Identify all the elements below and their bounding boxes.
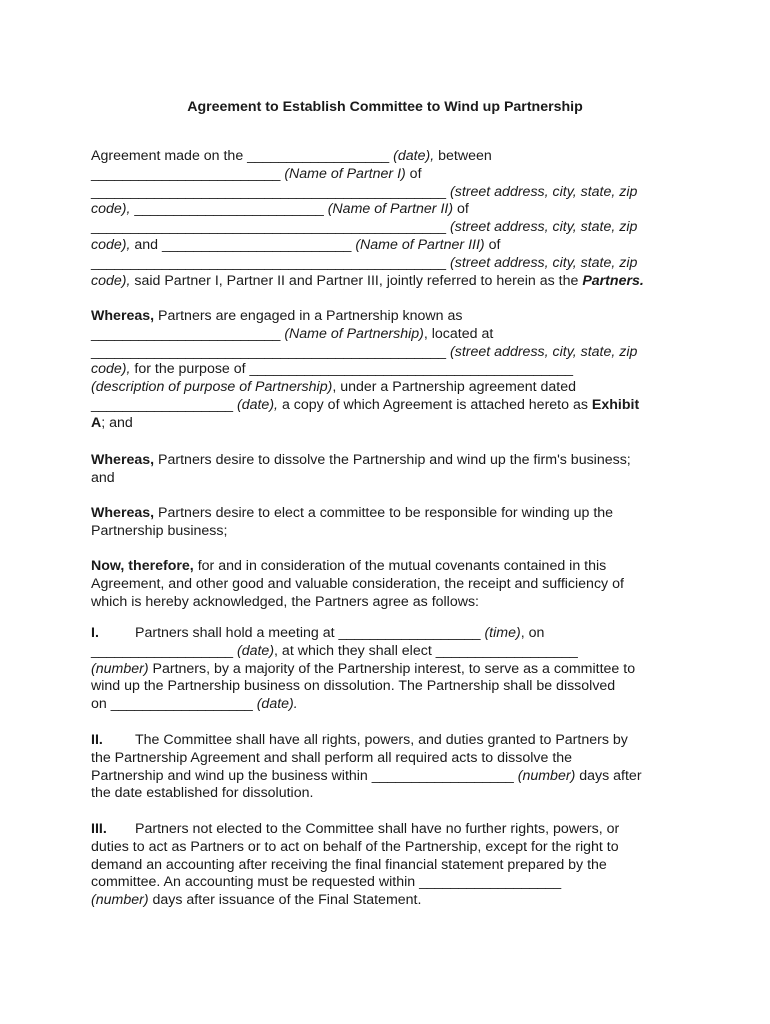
- text: Exhibit: [591, 396, 640, 413]
- now-line-1: [91, 558, 691, 576]
- text: Partners not elected to the Committee shall have no further rights, powers, or: [135, 821, 620, 837]
- s2-line-4: the date established for dissolution.: [91, 785, 314, 802]
- intro-line-2: [91, 166, 691, 184]
- text: days after issuance of the Final Statement.: [148, 892, 422, 909]
- w1-line-4: [91, 361, 691, 379]
- text: of: [405, 165, 422, 182]
- text: (Name of Partnership): [284, 325, 424, 342]
- intro-line-1: [91, 148, 691, 166]
- text: said Partner I, Partner II and Partner III, jointly referred to herein as the: [130, 272, 583, 289]
- section-1-paragraph: [91, 625, 691, 714]
- s2-line-2: the Partnership Agreement and shall perform all required acts to dissolve the: [91, 749, 573, 766]
- text: Partners are engaged in a Partnership known as: [154, 308, 463, 324]
- text: (number): [91, 660, 149, 677]
- text: for and in consideration of the mutual covenants contained in this: [193, 558, 607, 574]
- text: code),: [91, 361, 131, 378]
- text: of: [453, 201, 469, 218]
- s3-line-3: demand an accounting after receiving the final financial statement prepared by the: [91, 856, 607, 873]
- text: _____________________________________________: [91, 183, 451, 200]
- w1-line-5: [91, 379, 691, 397]
- text: _____________________________________________: [91, 219, 451, 236]
- s3-line-4: committee. An accounting must be requested within __________________: [91, 874, 562, 891]
- section-number: I.: [91, 625, 99, 641]
- section-number: II.: [91, 732, 103, 748]
- intro-line-4: [91, 201, 691, 219]
- text: Whereas,: [91, 308, 155, 324]
- text: Partners, by a majority of the Partnership interest, to serve as a committee to: [148, 660, 636, 677]
- text: Partners desire to dissolve the Partnership and wind up the firm's business;: [154, 452, 631, 468]
- s1-line-1: [91, 625, 691, 643]
- text: code),: [91, 236, 131, 253]
- text: between: [434, 148, 492, 164]
- text: ________________________: [91, 165, 285, 182]
- s2-line-1: [91, 732, 691, 750]
- text: Now, therefore,: [91, 558, 194, 574]
- now-therefore-paragraph: [91, 558, 691, 611]
- s3-line-5: [91, 892, 691, 910]
- text: ________________________: [130, 201, 328, 218]
- whereas-1-paragraph: [91, 308, 691, 433]
- w3-line-1: [91, 505, 691, 523]
- text: ________________________: [91, 325, 285, 342]
- intro-line-3: [91, 184, 691, 202]
- text: Whereas,: [91, 505, 155, 521]
- text: of: [484, 236, 501, 253]
- intro-line-6: [91, 237, 691, 255]
- section-3-paragraph: [91, 821, 691, 910]
- w3-line-2: Partnership business;: [91, 522, 228, 539]
- w1-line-2: [91, 326, 691, 344]
- text: Partners.: [582, 272, 644, 289]
- w1-line-3: [91, 344, 691, 362]
- intro-line-7: [91, 255, 691, 273]
- text: for the purpose of _________________________________________: [130, 361, 574, 378]
- text: , on: [520, 625, 545, 641]
- text: , at which they shall elect __________________: [274, 642, 578, 659]
- s2-line-3: [91, 768, 691, 786]
- text: (street address, city, state, zip: [450, 183, 638, 200]
- w2-line-1: [91, 452, 691, 470]
- whereas-3-paragraph: [91, 505, 691, 541]
- now-line-2: Agreement, and other good and valuable consideration, the receipt and sufficiency of: [91, 575, 624, 592]
- text: (date): [236, 642, 275, 659]
- text: (description of purpose of Partnership): [91, 379, 333, 396]
- text: _____________________________________________: [91, 343, 451, 360]
- now-line-3: which is hereby acknowledged, the Partners agree as follows:: [91, 593, 480, 610]
- text: (street address, city, state, zip: [450, 219, 638, 236]
- w1-line-1: [91, 308, 691, 326]
- s1-line-3: [91, 661, 691, 679]
- text: ; and: [101, 414, 133, 431]
- text: The Committee shall have all rights, powers, and duties granted to Partners by: [135, 732, 628, 748]
- whereas-2-paragraph: [91, 452, 691, 488]
- w1-line-6: [91, 397, 691, 415]
- text: , under a Partnership agreement dated: [332, 379, 577, 396]
- text: (number): [91, 892, 149, 909]
- text: (date),: [393, 148, 435, 164]
- text: _____________________________________________: [91, 254, 451, 271]
- intro-paragraph: [91, 148, 691, 290]
- w2-line-2: and: [91, 469, 115, 486]
- s1-line-5: [91, 696, 691, 714]
- section-2-paragraph: [91, 732, 691, 803]
- text: code),: [91, 272, 131, 289]
- text: __________________: [91, 642, 237, 659]
- w1-line-7: [91, 415, 691, 433]
- text: , located at: [423, 325, 494, 342]
- text: (street address, city, state, zip: [450, 254, 638, 271]
- text: (date),: [236, 396, 278, 413]
- text: Agreement made on the __________________: [91, 148, 394, 164]
- section-number: III.: [91, 821, 107, 837]
- text: and ________________________: [130, 236, 356, 253]
- text: (time): [484, 625, 521, 641]
- text: (number): [517, 767, 576, 784]
- s3-line-2: duties to act as Partners or to act on behalf of the Partnership, except for the right to: [91, 838, 619, 855]
- text: (Name of Partner III): [355, 236, 485, 253]
- text: days after: [575, 767, 642, 784]
- intro-line-5: [91, 219, 691, 237]
- text: Partners desire to elect a committee to be responsible for winding up the: [154, 505, 614, 521]
- text: A: [91, 414, 102, 431]
- text: Partners shall hold a meeting at __________________: [135, 625, 485, 641]
- text: code),: [91, 201, 131, 218]
- text: a copy of which Agreement is attached hereto as: [278, 396, 592, 413]
- intro-line-8: [91, 273, 691, 291]
- text: (street address, city, state, zip: [450, 343, 638, 360]
- text: (date).: [256, 696, 298, 713]
- text: (Name of Partner I): [284, 165, 406, 182]
- text: Partnership and wind up the business within __________________: [91, 767, 518, 784]
- s1-line-2: [91, 643, 691, 661]
- document-title: Agreement to Establish Committee to Wind up Partnership: [187, 99, 583, 115]
- text: Whereas,: [91, 452, 155, 468]
- text: on __________________: [91, 696, 257, 713]
- s1-line-4: wind up the Partnership business on dissolution. The Partnership shall be dissolved: [91, 678, 616, 695]
- text: (Name of Partner II): [327, 201, 454, 218]
- s3-line-1: [91, 821, 691, 839]
- text: __________________: [91, 396, 237, 413]
